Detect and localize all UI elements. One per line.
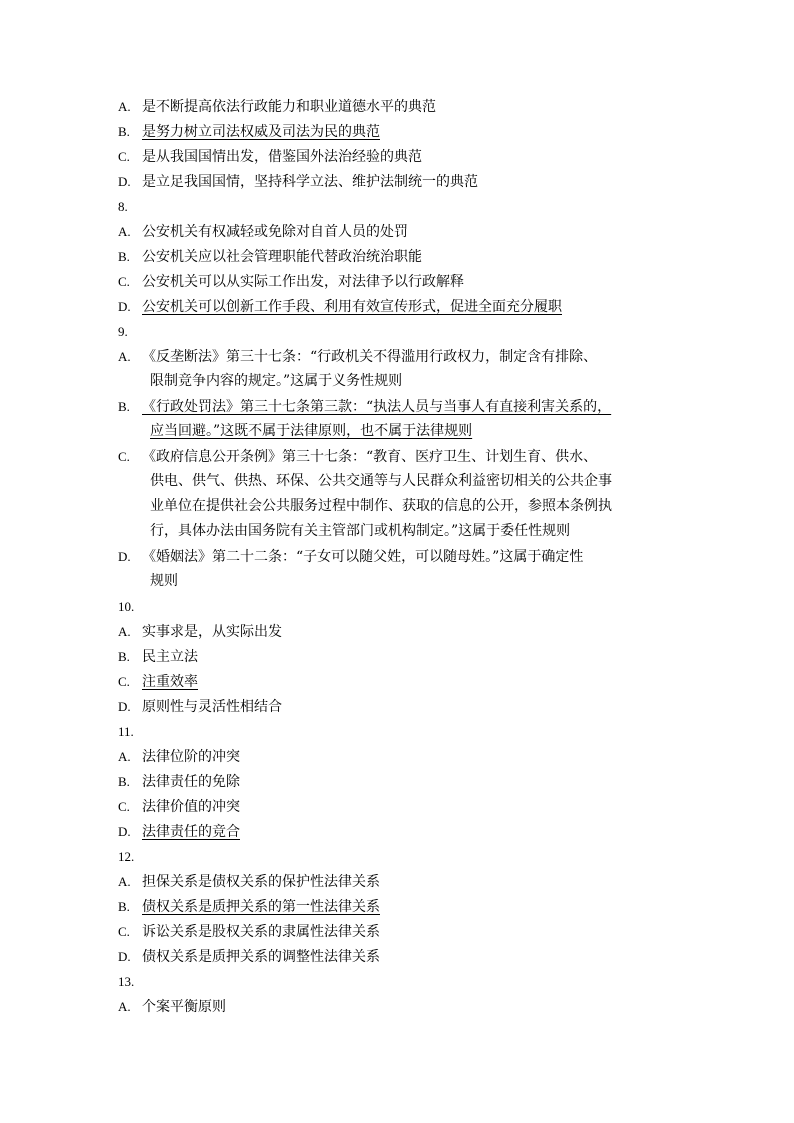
option-text-answer: 债权关系是质押关系的第一性法律关系 — [142, 899, 380, 915]
option-text: 《政府信息公开条例》第三十七条：“教育、医疗卫生、计划生育、供水、 — [142, 449, 598, 465]
q9-option-c-continuation-1: 供电、供气、供热、环保、公共交通等与人民群众利益密切相关的公共企事 — [150, 473, 612, 489]
q9-option-d — [118, 544, 583, 569]
option-label: D. — [118, 174, 131, 189]
question-number-text: 9. — [118, 324, 128, 339]
question-number-11 — [118, 719, 134, 744]
question-number-text: 11. — [118, 724, 134, 739]
option-label: D. — [118, 949, 131, 964]
option-label: A. — [118, 874, 131, 889]
q9-option-b — [118, 394, 611, 419]
option-label: D. — [118, 299, 131, 314]
option-label: D. — [118, 699, 131, 714]
q8-option-a — [118, 219, 408, 244]
option-label: A. — [118, 749, 131, 764]
q9-option-b-continuation: 应当回避。”这既不属于法律原则，也不属于法律规则 — [150, 423, 473, 439]
option-text: 诉讼关系是股权关系的隶属性法律关系 — [142, 924, 380, 940]
option-text-answer: 注重效率 — [142, 674, 198, 690]
q9-option-a-continuation: 限制竞争内容的规定。”这属于义务性规则 — [150, 373, 403, 389]
question-number-text: 13. — [118, 974, 135, 989]
option-label: C. — [118, 274, 130, 289]
q7-option-a — [118, 94, 436, 119]
option-text: 法律位阶的冲突 — [142, 749, 240, 765]
option-text: 公安机关有权减轻或免除对自首人员的处罚 — [142, 224, 408, 240]
option-label: C. — [118, 924, 130, 939]
option-label: B. — [118, 649, 130, 664]
option-text-answer: 《行政处罚法》第三十七条第三款：“执法人员与当事人有直接利害关系的， — [142, 399, 612, 415]
q9-option-d-continuation: 规则 — [150, 573, 178, 589]
option-text: 民主立法 — [142, 649, 198, 665]
option-text: 债权关系是质押关系的调整性法律关系 — [142, 949, 380, 965]
option-label: B. — [118, 249, 130, 264]
question-number-text: 8. — [118, 199, 128, 214]
option-text: 公安机关可以从实际工作出发，对法律予以行政解释 — [142, 274, 464, 290]
q11-option-d — [118, 819, 240, 844]
option-text: 是不断提高依法行政能力和职业道德水平的典范 — [142, 99, 436, 115]
option-label: B. — [118, 124, 130, 139]
q9-option-c-continuation-3: 行，具体办法由国务院有关主管部门或机构制定。”这属于委任性规则 — [150, 523, 571, 539]
option-text-answer: 法律责任的竞合 — [142, 824, 240, 840]
option-text: 《婚姻法》第二十二条：“子女可以随父姓，可以随母姓。”这属于确定性 — [142, 549, 584, 565]
option-label: C. — [118, 149, 130, 164]
option-label: B. — [118, 399, 130, 414]
q10-option-d — [118, 694, 282, 719]
question-number-9 — [118, 319, 128, 344]
q12-option-d — [118, 944, 380, 969]
q8-option-d — [118, 294, 562, 319]
option-label: C. — [118, 449, 130, 464]
q11-option-b — [118, 769, 240, 794]
option-label: C. — [118, 674, 130, 689]
q7-option-d — [118, 169, 478, 194]
option-label: D. — [118, 549, 131, 564]
question-number-8 — [118, 194, 128, 219]
option-label: A. — [118, 999, 131, 1014]
q11-option-a — [118, 744, 240, 769]
question-number-13 — [118, 969, 134, 994]
q12-option-b — [118, 894, 380, 919]
q8-option-b — [118, 244, 422, 269]
q10-option-a — [118, 619, 282, 644]
option-label: A. — [118, 224, 131, 239]
q13-option-a — [118, 994, 226, 1019]
option-text: 是立足我国国情，坚持科学立法、维护法制统一的典范 — [142, 174, 478, 190]
q8-option-c — [118, 269, 464, 294]
option-label: B. — [118, 774, 130, 789]
q11-option-c — [118, 794, 240, 819]
question-number-12 — [118, 844, 134, 869]
option-label: C. — [118, 799, 130, 814]
option-label: B. — [118, 899, 130, 914]
q9-option-c — [118, 444, 597, 469]
option-text-answer: 公安机关可以创新工作手段、利用有效宣传形式，促进全面充分履职 — [142, 299, 562, 315]
option-text: 公安机关应以社会管理职能代替政治统治职能 — [142, 249, 422, 265]
q10-option-c — [118, 669, 198, 694]
option-text: 法律责任的免除 — [142, 774, 240, 790]
option-text: 个案平衡原则 — [142, 999, 226, 1015]
option-text: 法律价值的冲突 — [142, 799, 240, 815]
q9-option-a — [118, 344, 597, 369]
question-number-10 — [118, 594, 134, 619]
q9-option-c-continuation-2: 业单位在提供社会公共服务过程中制作、获取的信息的公开，参照本条例执 — [150, 498, 612, 514]
q7-option-b — [118, 119, 380, 144]
option-label: A. — [118, 99, 131, 114]
option-label: A. — [118, 624, 131, 639]
question-number-text: 12. — [118, 849, 135, 864]
q7-option-c — [118, 144, 422, 169]
option-label: A. — [118, 349, 131, 364]
q12-option-c — [118, 919, 380, 944]
option-text: 《反垄断法》第三十七条：“行政机关不得滥用行政权力，制定含有排除、 — [142, 349, 598, 365]
option-text: 实事求是，从实际出发 — [142, 624, 282, 640]
option-text: 担保关系是债权关系的保护性法律关系 — [142, 874, 380, 890]
option-text: 原则性与灵活性相结合 — [142, 699, 282, 715]
question-number-text: 10. — [118, 599, 135, 614]
option-label: D. — [118, 824, 131, 839]
option-text-answer: 是努力树立司法权威及司法为民的典范 — [142, 124, 380, 140]
q12-option-a — [118, 869, 380, 894]
q10-option-b — [118, 644, 198, 669]
option-text: 是从我国国情出发，借鉴国外法治经验的典范 — [142, 149, 422, 165]
